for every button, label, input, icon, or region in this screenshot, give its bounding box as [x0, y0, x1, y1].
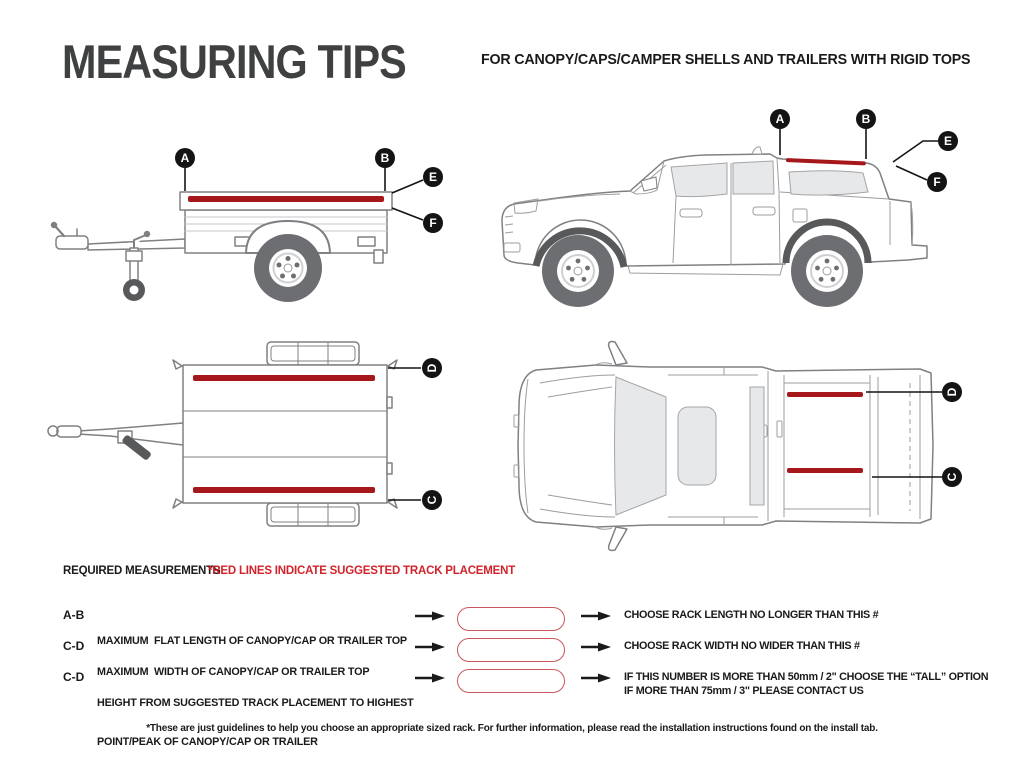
side-mirror — [609, 527, 627, 550]
trailer-side-view-diagram — [30, 100, 460, 330]
rear-wheel — [791, 235, 863, 307]
label-e-text: E — [428, 170, 438, 185]
measurement-value-field — [457, 607, 565, 631]
page-subtitle: FOR CANOPY/CAPS/CAMPER SHELLS AND TRAILERS WITH RIGID TOPS — [481, 51, 971, 68]
door-handle — [680, 209, 702, 217]
track-placement-line — [193, 375, 375, 381]
trailer-fender-top — [267, 342, 359, 365]
guidance-line: IF THIS NUMBER IS MORE THAN 50mm / 2" CHOOSE THE “TALL” OPTION — [624, 671, 989, 683]
measurement-guidance — [624, 640, 1014, 654]
guidance-line: CHOOSE RACK LENGTH NO LONGER THAN THIS # — [624, 609, 879, 621]
description-line: MAXIMUM FLAT LENGTH OF CANOPY/CAP OR TRAILER TOP — [97, 635, 407, 647]
truck-body-outline — [518, 365, 933, 527]
track-placement-line — [188, 196, 384, 202]
measurement-value-field — [457, 638, 565, 662]
label-f-text: F — [429, 216, 437, 231]
track-placement-line — [787, 392, 863, 397]
rear-window — [750, 387, 764, 505]
antenna-fin — [752, 147, 762, 154]
label-d-badge — [422, 358, 442, 378]
sunroof — [678, 407, 716, 485]
measurement-key: C-D — [63, 670, 85, 684]
trailer-hitch-coupler — [57, 426, 81, 437]
handbrake-lever — [121, 434, 152, 461]
label-e-badge — [423, 167, 443, 187]
canopy-window — [789, 171, 868, 195]
truck-side-view-diagram — [480, 95, 1020, 330]
label-d-badge — [942, 382, 962, 402]
label-c-text: C — [945, 472, 960, 482]
trailer-top-view-diagram — [30, 335, 460, 560]
truck-top-view-diagram — [500, 335, 1000, 560]
required-measurements-legend — [0, 565, 1024, 581]
trailer-hitch-coupler — [56, 236, 88, 249]
label-c-badge — [422, 490, 442, 510]
arrow-right-icon — [581, 641, 611, 653]
arrow-right-icon — [581, 610, 611, 622]
guidance-line: CHOOSE RACK WIDTH NO WIDER THAN THIS # — [624, 640, 860, 652]
measurement-value-field — [457, 669, 565, 693]
red-line-note: *RED LINES INDICATE SUGGESTED TRACK PLACEMENT — [208, 565, 516, 577]
label-a-badge — [770, 109, 790, 129]
label-c-badge — [942, 467, 962, 487]
label-b-badge — [375, 148, 395, 168]
measurement-key: A-B — [63, 608, 85, 622]
label-f-badge — [423, 213, 443, 233]
label-e-text: E — [943, 134, 953, 149]
arrow-right-icon — [415, 610, 445, 622]
label-a-text: A — [180, 151, 190, 166]
trailer-fender-bottom — [267, 503, 359, 526]
front-wheel — [542, 235, 614, 307]
measurement-key: C-D — [63, 639, 85, 653]
label-d-text: D — [945, 387, 960, 397]
label-a-text: A — [775, 112, 785, 127]
trailer-box-top — [183, 365, 387, 503]
windshield — [615, 377, 667, 515]
guidance-line: IF MORE THAN 75mm / 3" PLEASE CONTACT US — [624, 684, 864, 697]
rear-window — [733, 161, 774, 194]
label-e-badge — [938, 131, 958, 151]
label-b-text: B — [380, 151, 390, 166]
track-placement-line — [787, 468, 863, 473]
description-line: MAXIMUM WIDTH OF CANOPY/CAP OR TRAILER TOP — [97, 666, 370, 678]
description-line: POINT/PEAK OF CANOPY/CAP OR TRAILER — [97, 736, 318, 748]
guidelines-footnote: *These are just guidelines to help you choose an appropriate sized rack. For further information, please read the installation instructions found on the install tab. — [146, 723, 878, 734]
label-a-badge — [175, 148, 195, 168]
label-f-badge — [927, 172, 947, 192]
label-c-text: C — [425, 495, 440, 505]
arrow-right-icon — [581, 672, 611, 684]
legend-heading: REQUIRED MEASUREMENTS — [63, 565, 221, 577]
label-b-badge — [856, 109, 876, 129]
side-mirror — [609, 342, 627, 365]
label-b-text: B — [861, 112, 871, 127]
label-d-text: D — [425, 363, 440, 373]
label-f-text: F — [933, 175, 941, 190]
arrow-right-icon — [415, 641, 445, 653]
arrow-right-icon — [415, 672, 445, 684]
front-window — [671, 163, 727, 197]
description-line: HEIGHT FROM SUGGESTED TRACK PLACEMENT TO HIGHEST — [97, 697, 414, 709]
measurement-guidance — [624, 671, 1014, 698]
page-title: MEASURING TIPS — [62, 35, 406, 88]
track-placement-line — [193, 487, 375, 493]
measurement-guidance — [624, 609, 1014, 623]
fuel-door — [793, 209, 807, 222]
door-handle — [753, 207, 775, 215]
